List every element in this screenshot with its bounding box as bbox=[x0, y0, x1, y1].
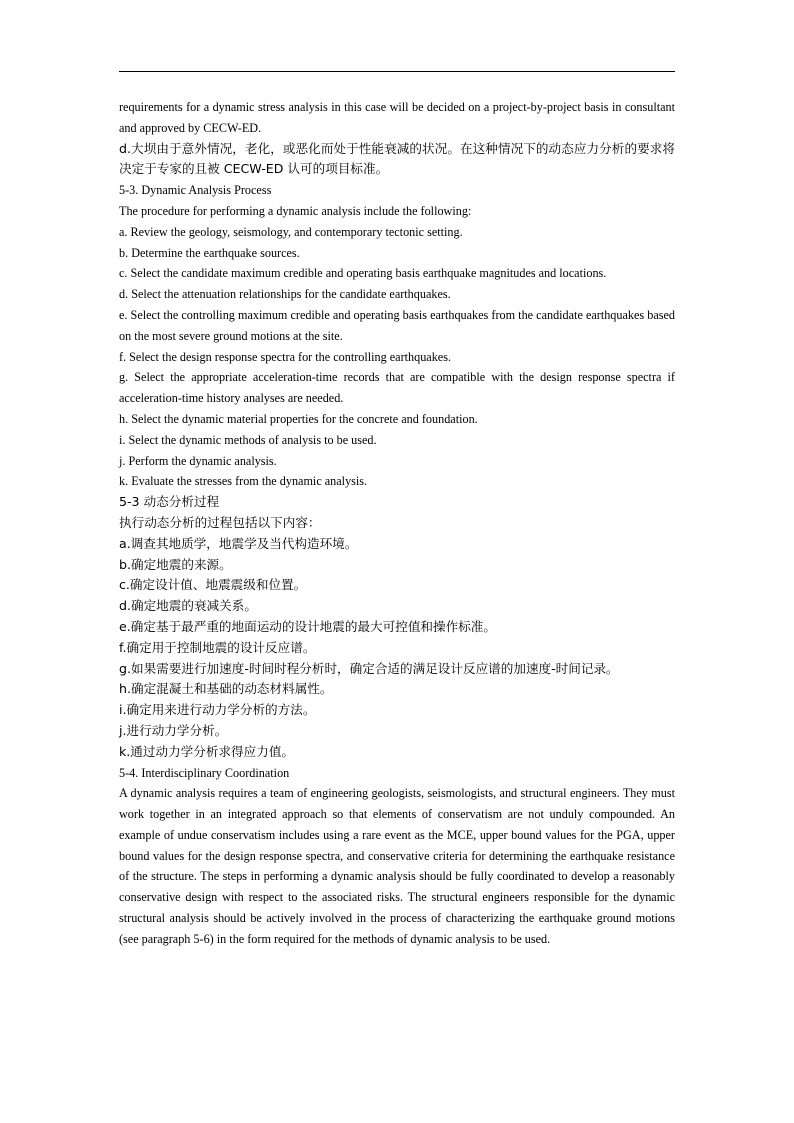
step-i-en: i. Select the dynamic methods of analysis to be used. bbox=[119, 432, 377, 447]
step-f-en: f. Select the design response spectra for the controlling earthquakes. bbox=[119, 349, 451, 364]
step-g-zh: g.如果需要进行加速度-时间时程分析时，确定合适的满足设计反应谱的加速度-时间记录。 bbox=[119, 660, 619, 676]
step-b-en: b. Determine the earthquake sources. bbox=[119, 245, 300, 260]
step-f-zh: f.确定用于控制地震的设计反应谱。 bbox=[119, 639, 316, 655]
step-c-zh: c.确定设计值、地震震级和位置。 bbox=[119, 577, 307, 593]
step-b-zh: b.确定地震的来源。 bbox=[119, 556, 232, 572]
step-j-en: j. Perform the dynamic analysis. bbox=[119, 453, 277, 468]
section-5-3-intro-zh: 执行动态分析的过程包括以下内容： bbox=[119, 514, 321, 530]
intro-paragraph-zh: d.大坝由于意外情况，老化，或恶化而处于性能衰减的状况。在这种情况下的动态应力分析的要求将决定于专家的且被 CECW-ED 认可的项目标准。 bbox=[119, 140, 675, 177]
step-e-en: e. Select the controlling maximum credible and operating basis earthquakes from the candidate earthquakes based on the most severe ground motions at the site. bbox=[119, 307, 675, 343]
step-k-zh: k.通过动力学分析求得应力值。 bbox=[119, 743, 295, 759]
step-h-zh: h.确定混凝土和基础的动态材料属性。 bbox=[119, 681, 333, 697]
step-e-zh: e.确定基于最严重的地面运动的设计地震的最大可控值和操作标准。 bbox=[119, 618, 496, 634]
step-a-zh: a.调查其地质学，地震学及当代构造环境。 bbox=[119, 535, 358, 551]
header-rule bbox=[119, 71, 675, 72]
intro-paragraph-en: requirements for a dynamic stress analysis in this case will be decided on a project-by-project basis in consultant and approved by CECW-ED. bbox=[119, 100, 675, 135]
section-5-4-body-en: A dynamic analysis requires a team of engineering geologists, seismologists, and structural engineers. They must work together in an integrated approach so that elements of conservatism are not unduly compounded. An example of undue conservatism includes using a rare event as the MCE, upper bound values for the PGA, upper bound values for the design response spectra, and conservative criteria for determining the earthquake resistance of the structure. The steps in performing a dynamic analysis should be fully coordinated to develop a reasonably conservative design with respect to the associated risks. The structural engineers responsible for the dynamic structural analysis should be actively involved in the process of characterizing the earthquake ground motions (see paragraph 5-6) in the form required for the methods of dynamic analysis to be used. bbox=[119, 786, 675, 946]
step-j-zh: j.进行动力学分析。 bbox=[119, 722, 228, 738]
step-k-en: k. Evaluate the stresses from the dynamic analysis. bbox=[119, 474, 368, 489]
step-a-en: a. Review the geology, seismology, and contemporary tectonic setting. bbox=[119, 224, 463, 239]
step-i-zh: i.确定用来进行动力学分析的方法。 bbox=[119, 702, 316, 718]
section-5-3-intro-en: The procedure for performing a dynamic analysis include the following: bbox=[119, 203, 472, 218]
step-d-zh: d.确定地震的衰减关系。 bbox=[119, 598, 257, 614]
step-d-en: d. Select the attenuation relationships for the candidate earthquakes. bbox=[119, 287, 451, 302]
document-body bbox=[119, 97, 675, 950]
section-5-3-heading-en: 5-3. Dynamic Analysis Process bbox=[119, 183, 272, 198]
step-c-en: c. Select the candidate maximum credible and operating basis earthquake magnitudes and locations. bbox=[119, 266, 607, 281]
step-h-en: h. Select the dynamic material properties for the concrete and foundation. bbox=[119, 411, 478, 426]
step-g-en: g. Select the appropriate acceleration-time records that are compatible with the design response spectra if acceleration-time history analyses are needed. bbox=[119, 370, 675, 406]
section-5-3-heading-zh: 5-3 动态分析过程 bbox=[119, 494, 220, 510]
section-5-4-heading-en: 5-4. Interdisciplinary Coordination bbox=[119, 765, 290, 780]
